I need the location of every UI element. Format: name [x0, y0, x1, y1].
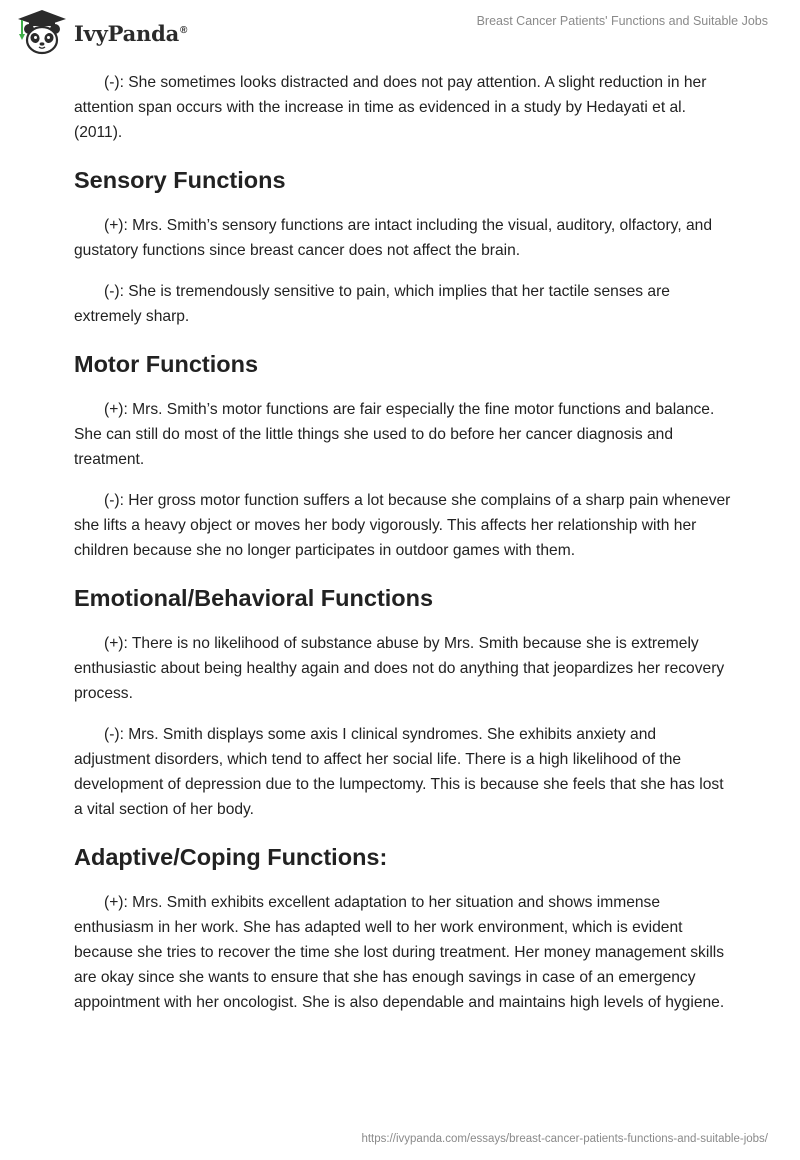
essay-content: [74, 70, 734, 1031]
section-heading-emotional: Emotional/Behavioral Functions: [74, 585, 434, 611]
paragraph: (+): Mrs. Smith’s motor functions are fair especially the fine motor functions and balance. She can still do most of the little things she used to do before her cancer diagnosis and treatment.: [74, 401, 715, 468]
paragraph: (-): Her gross motor function suffers a lot because she complains of a sharp pain whenever she lifts a heavy object or moves her body vigorously. This affects her relationship with her children because she no longer participates in outdoor games with them.: [74, 492, 731, 559]
paragraph: (+): Mrs. Smith’s sensory functions are intact including the visual, auditory, olfactory, and gustatory functions since breast cancer does not affect the brain.: [74, 217, 712, 259]
page-header: [0, 0, 800, 60]
paragraph: (-): Mrs. Smith displays some axis I clinical syndromes. She exhibits anxiety and adjustment disorders, which tend to affect her social life. There is a high likelihood of the development of depression due to the lumpectomy. This is because she feels that she has lost a vital section of her body.: [74, 726, 724, 818]
panda-graduate-icon: [14, 8, 70, 56]
logo-text: [74, 21, 187, 46]
logo-name: IvyPanda: [74, 20, 180, 46]
ivypanda-logo[interactable]: [14, 8, 187, 56]
source-url-link[interactable]: https://ivypanda.com/essays/breast-cancer-patients-functions-and-suitable-jobs/: [361, 1133, 768, 1145]
paragraph: (+): There is no likelihood of substance abuse by Mrs. Smith because she is extremely enthusiastic about being healthy again and does not do anything that jeopardizes her recovery process.: [74, 635, 725, 702]
document-title: Breast Cancer Patients' Functions and Suitable Jobs: [476, 14, 768, 28]
intro-paragraph: (-): She sometimes looks distracted and does not pay attention. A slight reduction in her attention span occurs with the increase in time as evidenced in a study by Hedayati et al. (2011).: [74, 74, 707, 141]
registered-mark: ®: [180, 24, 188, 36]
paragraph: (-): She is tremendously sensitive to pain, which implies that her tactile senses are extremely sharp.: [74, 283, 670, 325]
section-heading-motor: Motor Functions: [74, 351, 259, 377]
section-heading-sensory: Sensory Functions: [74, 167, 286, 193]
section-heading-adaptive: Adaptive/Coping Functions:: [74, 844, 388, 870]
paragraph: (+): Mrs. Smith exhibits excellent adaptation to her situation and shows immense enthusiasm in her work. She has adapted well to her work environment, which is evident because she tries to recover the time she lost during treatment. Her money management skills are okay since she wants to ensure that she has enough savings in case of an emergency appointment with her oncologist. She is also dependable and maintains high levels of hygiene.: [74, 894, 725, 1011]
